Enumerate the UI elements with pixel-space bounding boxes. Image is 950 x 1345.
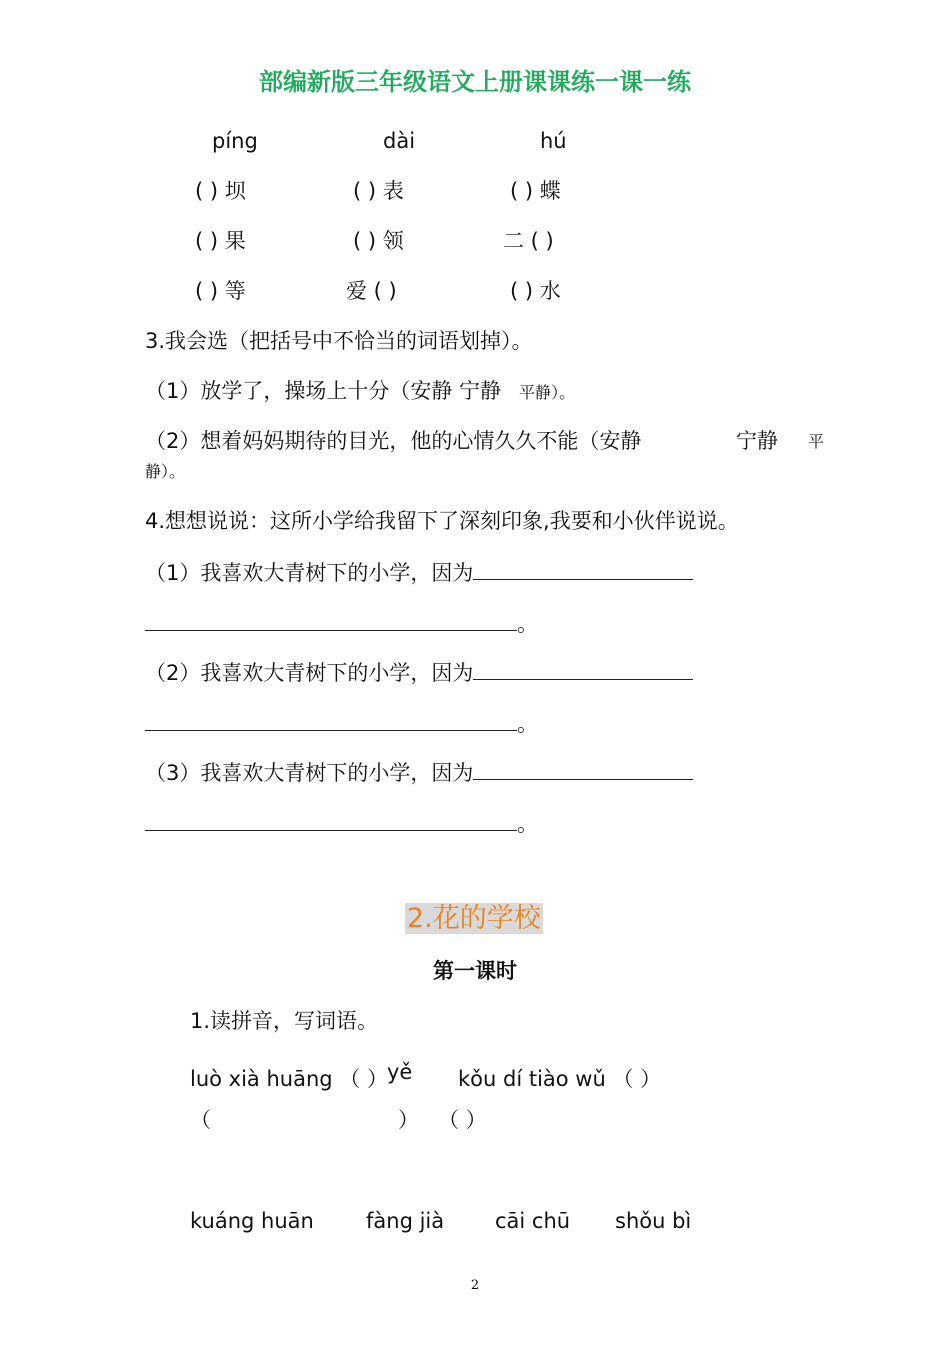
q4-answer-line[interactable] (473, 661, 693, 680)
fill-blank-ai: 爱 ( ) (346, 279, 397, 303)
q4-item-1 (145, 561, 693, 584)
q4-answer-line[interactable] (145, 812, 517, 831)
fill-blank-guo: ( ) 果 (195, 229, 246, 253)
pinyin-hu: hú (540, 129, 567, 153)
q1-pinyin-fangjia: fàng jià (366, 1209, 445, 1233)
q4-item-2-text: （2）我喜欢大青树下的小学，因为 (145, 661, 474, 685)
q4-answer-line[interactable] (145, 612, 517, 631)
q1-pinyin-luoxiahuangye: luò xià huāng （ ） (190, 1067, 388, 1091)
q1-answer-blank: （ ） (438, 1108, 487, 1132)
q1-pinyin-ye: yě (387, 1060, 413, 1084)
q4-item-1-end: 。 (517, 612, 538, 636)
fill-blank-die: ( ) 蝶 (510, 179, 561, 203)
fill-blank-shui: ( ) 水 (510, 279, 561, 303)
q4-item-3-line2 (145, 812, 538, 835)
q3-item-1-option: 平静 (519, 383, 552, 402)
q4-answer-line[interactable] (473, 761, 693, 780)
fill-blank-ba: ( ) 坝 (195, 179, 246, 203)
fill-blank-ling: ( ) 领 (353, 229, 404, 253)
q3-item-2-option: 宁静 (736, 429, 778, 453)
q4-item-1-line2 (145, 612, 538, 635)
q1-pinyin-caichu: cāi chū (495, 1209, 571, 1233)
fill-blank-er: 二 ( ) (503, 229, 554, 253)
q4-item-2-end: 。 (517, 712, 538, 736)
q3-item-2-option-cut: 平 (808, 432, 825, 451)
q3-item-1-text: （1）放学了，操场上十分（安静 宁静 (145, 379, 502, 403)
q1-answer-open: （ (190, 1108, 211, 1132)
q4-answer-line[interactable] (145, 712, 517, 731)
q1-heading: 1.读拼音，写词语。 (190, 1009, 379, 1033)
pinyin-ping: píng (212, 129, 258, 153)
q3-item-1 (145, 381, 575, 402)
q1-pinyin-kuanghuan: kuáng huān (190, 1209, 314, 1233)
q3-item-2-text: （2）想着妈妈期待的目光，他的心情久久不能（安静 (145, 429, 642, 453)
lesson-title: 第一课时 (433, 959, 517, 983)
q4-item-2 (145, 661, 693, 684)
q1-pinyin-koudi: kǒu dí tiào wǔ （ ） (458, 1067, 662, 1091)
q4-item-2-line2 (145, 712, 538, 735)
q4-answer-line[interactable] (473, 561, 693, 580)
page-header-title: 部编新版三年级语文上册课课练一课一练 (259, 68, 691, 96)
q4-heading: 4.想想说说：这所小学给我留下了深刻印象,我要和小伙伴说说。 (145, 509, 739, 533)
fill-blank-biao: ( ) 表 (353, 179, 404, 203)
q4-item-3 (145, 761, 693, 784)
q4-item-3-text: （3）我喜欢大青树下的小学，因为 (145, 761, 474, 785)
q3-heading: 3.我会选（把括号中不恰当的词语划掉）。 (145, 329, 533, 353)
q3-item-1-end: ）。 (551, 383, 576, 402)
fill-blank-deng: ( ) 等 (195, 279, 246, 303)
q4-item-1-text: （1）我喜欢大青树下的小学，因为 (145, 561, 474, 585)
q3-item-2-continuation: 静）。 (145, 462, 186, 481)
page-number: 2 (470, 1278, 480, 1293)
pinyin-dai: dài (383, 129, 416, 153)
q4-item-3-end: 。 (517, 812, 538, 836)
q1-pinyin-shoubi: shǒu bì (615, 1209, 692, 1233)
section-title: 2.花的学校 (407, 903, 541, 934)
q1-answer-close: ） (398, 1108, 419, 1132)
